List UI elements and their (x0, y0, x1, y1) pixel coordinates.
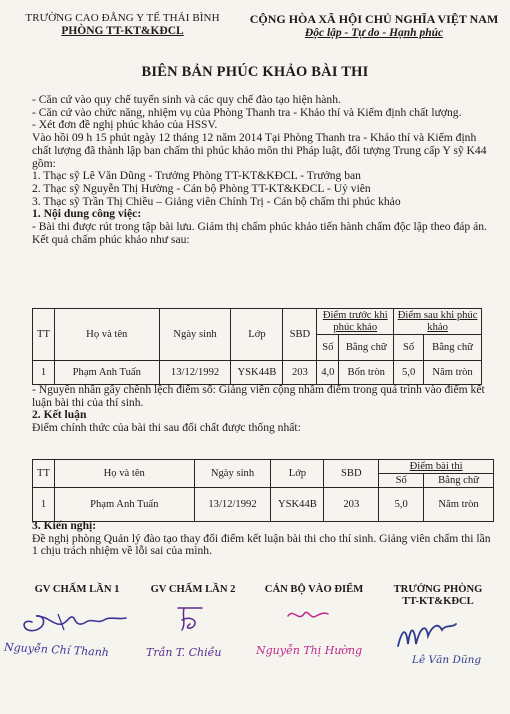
col-dob: Ngày sinh (159, 309, 231, 361)
col-after-words: Bằng chữ (424, 335, 482, 361)
cell-score-words: Năm tròn (424, 488, 494, 522)
intro-line-3: - Xét đơn đề nghị phúc khảo của HSSV. (32, 118, 218, 132)
cell-class: YSK44B (271, 488, 324, 522)
col-sbd: SBD (324, 460, 379, 488)
col-before-number: Số (317, 335, 339, 361)
final-score-table (32, 459, 494, 522)
school-name: TRƯỜNG CAO ĐẲNG Y TẾ THÁI BÌNH (25, 12, 220, 24)
col-name: Họ và tên (54, 309, 159, 361)
member-2: 2. Thạc sỹ Nguyễn Thị Hường - Cán bộ Phòng TT-KT&KĐCL - Uỷ viên (32, 181, 371, 195)
col-class: Lớp (271, 460, 324, 488)
document-title: BIÊN BẢN PHÚC KHẢO BÀI THI (141, 64, 369, 80)
country-name: CỘNG HÒA XÃ HỘI CHỦ NGHĨA VIỆT NAM (249, 12, 499, 26)
col-score-words: Bằng chữ (424, 474, 494, 488)
signer-4-title (382, 584, 494, 608)
col-tt: TT (33, 460, 55, 488)
header-right (240, 12, 508, 40)
col-tt: TT (33, 309, 55, 361)
col-score-after: Điểm sau khi phúc khảo (394, 309, 482, 335)
intro-line-2: - Căn cứ vào chức năng, nhiệm vụ của Phòng Thanh tra - Khảo thí và Kiểm định chất lượng. (32, 105, 462, 119)
col-sbd: SBD (283, 309, 317, 361)
signer-2-title: GV CHẤM LẦN 2 (150, 584, 236, 595)
signature-2-mark (168, 600, 218, 634)
reason-block (32, 384, 494, 435)
section-1-heading: 1. Nội dung công việc: (32, 207, 142, 221)
signer-4-title-line-1: TRƯỞNG PHÒNG (393, 584, 483, 595)
col-after-number: Số (394, 335, 424, 361)
signer-3-title: CÁN BỘ VÀO ĐIỂM (264, 584, 364, 595)
signer-4-title-line-2: TT-KT&KĐCL (402, 596, 474, 607)
col-before-words: Bằng chữ (339, 335, 394, 361)
member-3: 3. Thạc sỹ Trần Thị Chiều – Giảng viên Chính Trị - Cán bộ chấm thi phúc khảo (32, 194, 401, 208)
table-row (33, 488, 494, 522)
member-1: 1. Thạc sỹ Lê Văn Dũng - Trưởng Phòng TT-KT&KĐCL - Trưởng ban (32, 169, 361, 183)
cell-before-number: 4,0 (317, 361, 339, 385)
cell-dob: 13/12/1992 (194, 488, 271, 522)
national-motto: Độc lập - Tự do - Hạnh phúc (304, 27, 444, 39)
cell-sbd: 203 (283, 361, 317, 385)
col-name: Họ và tên (54, 460, 194, 488)
intro-line-4: Vào hồi 09 h 15 phút ngày 12 tháng 12 năm 2014 Tại Phòng Thanh tra - Khảo thí và Kiểm định chất lượng đã thành lập ban chấm thi phúc khảo môn thi Pháp luật, đối tượng Trung cấp Y sỹ K44 gồm: (32, 131, 487, 170)
signer-4-name-handwritten: Lê Văn Dũng (412, 654, 482, 666)
review-result-table (32, 308, 482, 385)
header-left (20, 12, 225, 38)
section-3-text: Đề nghị phòng Quản lý đào tạo thay đổi điểm kết luận bài thi cho thí sinh. Giảng viên chấm thi lần 1 chịu trách nhiệm về lỗi sai của mình. (32, 531, 491, 558)
cell-after-number: 5,0 (394, 361, 424, 385)
col-score-before: Điểm trước khi phúc khảo (317, 309, 394, 335)
section-2-heading: 2. Kết luận (32, 408, 87, 422)
department-name: PHÒNG TT-KT&KĐCL (61, 25, 184, 37)
signature-4-mark (392, 616, 472, 654)
cell-sbd: 203 (324, 488, 379, 522)
col-score: Điểm bài thi (379, 460, 494, 474)
col-class: Lớp (231, 309, 283, 361)
cell-name: Phạm Anh Tuấn (54, 488, 194, 522)
col-dob: Ngày sinh (194, 460, 271, 488)
table-row (33, 361, 482, 385)
cell-dob: 13/12/1992 (159, 361, 231, 385)
signer-2-name-handwritten: Trần T. Chiều (146, 646, 222, 659)
cell-after-words: Năm tròn (424, 361, 482, 385)
intro-line-1: - Căn cứ vào quy chế tuyển sinh và các quy chế đào tạo hiện hành. (32, 93, 341, 106)
signature-1-mark (14, 604, 134, 638)
reason-text: - Nguyên nhân gây chênh lệch điểm số: Giảng viên cộng nhầm điểm trong quá trình vào điểm kết luận bài thi của thí sinh. (32, 383, 485, 409)
cell-tt: 1 (33, 488, 55, 522)
signature-3-mark (282, 602, 332, 626)
cell-before-words: Bốn tròn (339, 361, 394, 385)
section-2-text: Điểm chính thức của bài thi sau đổi chất được thống nhất: (32, 421, 301, 435)
section-3-heading: 3. Kiến nghị: (32, 519, 97, 532)
signer-1-name-handwritten: Nguyễn Chí Thanh (3, 640, 110, 660)
cell-name: Phạm Anh Tuấn (54, 361, 159, 385)
cell-class: YSK44B (231, 361, 283, 385)
intro-block (32, 94, 494, 246)
signer-3-name-handwritten: Nguyễn Thị Hường (256, 644, 363, 657)
cell-score-number: 5,0 (379, 488, 424, 522)
col-score-number: Số (379, 474, 424, 488)
cell-tt: 1 (33, 361, 55, 385)
signer-1-title: GV CHẤM LẦN 1 (34, 584, 120, 595)
recommendation-block (32, 520, 494, 558)
section-1-text: - Bài thi được rút trong tập bài lưu. Giám thị chấm phúc khảo tiến hành chấm độc lập theo đáp án. Kết quả chấm phúc khảo như sau: (32, 220, 487, 246)
